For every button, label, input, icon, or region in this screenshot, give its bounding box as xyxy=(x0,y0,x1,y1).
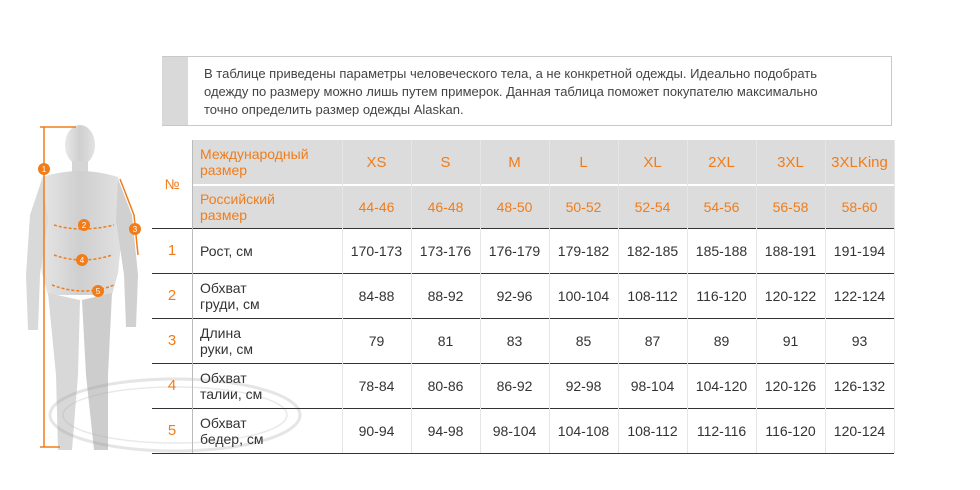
table-cell: 116-120 xyxy=(696,287,747,304)
svg-text:5: 5 xyxy=(95,287,101,296)
table-cell: 116-120 xyxy=(765,422,816,439)
table-cell: 185-188 xyxy=(695,242,748,259)
russian-size-label-line: размер xyxy=(200,207,248,223)
row-label-line: груди, см xyxy=(200,295,260,312)
table-cell: 170-173 xyxy=(350,242,403,259)
table-cell: 176-179 xyxy=(488,242,541,259)
table-row xyxy=(152,228,894,273)
column-divider xyxy=(549,140,550,453)
russian-size-6: 54-56 xyxy=(703,199,740,215)
international-size-xs: XS xyxy=(366,153,387,171)
note-text xyxy=(204,65,883,119)
international-size-label-line: размер xyxy=(200,162,248,178)
row-label xyxy=(192,318,342,363)
table-cell: 90-94 xyxy=(358,422,395,439)
russian-size-1: 44-46 xyxy=(358,199,395,215)
column-divider xyxy=(480,140,481,453)
row-label-line: руки, см xyxy=(200,340,253,357)
table-cell: 104-108 xyxy=(557,422,610,439)
row-label-line: талии, см xyxy=(200,385,263,402)
table-cell: 126-132 xyxy=(833,377,886,394)
marker-3 xyxy=(129,223,141,235)
international-size-2xl: 2XL xyxy=(708,153,735,171)
column-divider xyxy=(342,140,343,453)
row-number: 4 xyxy=(167,377,177,394)
row-number: 1 xyxy=(167,242,177,259)
note-accent-bar xyxy=(162,57,188,125)
russian-size-7: 56-58 xyxy=(772,199,809,215)
note-line: одежду по размеру можно лишь путем примерок. Данная таблица поможет покупателю максимально xyxy=(204,84,818,99)
table-cell: 78-84 xyxy=(358,377,395,394)
table-cell: 85 xyxy=(575,332,592,349)
table-cell: 122-124 xyxy=(833,287,886,304)
marker-1 xyxy=(38,163,50,175)
column-divider xyxy=(618,140,619,453)
russian-size-4: 50-52 xyxy=(565,199,602,215)
table-cell: 120-122 xyxy=(764,287,817,304)
international-size-s: S xyxy=(440,153,451,171)
russian-size-label xyxy=(192,186,342,228)
marker-2 xyxy=(78,219,90,231)
international-size-l: L xyxy=(579,153,588,171)
row-label-line: Обхват xyxy=(200,414,247,431)
table-cell: 179-182 xyxy=(557,242,610,259)
header-row-international xyxy=(192,140,894,184)
svg-text:2: 2 xyxy=(81,221,87,230)
row-label-line: Обхват xyxy=(200,279,247,296)
table-cell: 92-98 xyxy=(565,377,602,394)
russian-size-8: 58-60 xyxy=(841,199,878,215)
row-divider xyxy=(152,453,894,454)
table-cell: 86-92 xyxy=(496,377,533,394)
table-row xyxy=(152,318,894,363)
table-cell: 120-126 xyxy=(764,377,817,394)
row-label xyxy=(192,273,342,318)
russian-size-5: 52-54 xyxy=(634,199,671,215)
table-cell: 98-104 xyxy=(630,377,675,394)
marker-5 xyxy=(92,285,104,297)
table-cell: 188-191 xyxy=(764,242,817,259)
svg-text:4: 4 xyxy=(79,256,85,265)
table-cell: 182-185 xyxy=(626,242,679,259)
note-line: В таблице приведены параметры человеческого тела, а не конкретной одежды. Идеально подобрать xyxy=(204,66,817,81)
table-cell: 81 xyxy=(437,332,454,349)
row-number: 2 xyxy=(167,287,177,304)
row-label-line: бедер, см xyxy=(200,430,264,447)
info-note xyxy=(162,56,892,126)
row-label xyxy=(192,408,342,453)
table-row xyxy=(152,408,894,453)
table-cell: 191-194 xyxy=(833,242,886,259)
marker-4 xyxy=(76,254,88,266)
table-cell: 173-176 xyxy=(419,242,472,259)
table-cell: 83 xyxy=(506,332,523,349)
number-column-divider xyxy=(192,140,193,453)
table-cell: 98-104 xyxy=(492,422,537,439)
russian-size-label-line: Российский xyxy=(200,191,275,207)
svg-text:1: 1 xyxy=(41,165,47,174)
table-cell: 100-104 xyxy=(557,287,610,304)
row-label-line: Рост, см xyxy=(200,242,253,259)
table-cell: 79 xyxy=(368,332,385,349)
table-row xyxy=(152,273,894,318)
row-label-line: Обхват xyxy=(200,369,247,386)
international-size-label xyxy=(192,140,342,184)
row-label-line: Длина xyxy=(200,324,241,341)
svg-text:3: 3 xyxy=(132,225,138,234)
row-label xyxy=(192,363,342,408)
row-label xyxy=(192,228,342,273)
column-divider xyxy=(894,140,895,453)
column-divider xyxy=(756,140,757,453)
international-size-m: M xyxy=(508,153,521,171)
table-cell: 120-124 xyxy=(833,422,886,439)
international-size-label-line: Международный xyxy=(200,146,309,162)
table-cell: 94-98 xyxy=(427,422,464,439)
table-cell: 80-86 xyxy=(427,377,464,394)
table-cell: 89 xyxy=(713,332,730,349)
row-number: 3 xyxy=(167,332,177,349)
table-cell: 92-96 xyxy=(496,287,533,304)
column-divider xyxy=(687,140,688,453)
table-cell: 93 xyxy=(851,332,868,349)
table-cell: 91 xyxy=(782,332,799,349)
column-divider xyxy=(825,140,826,453)
table-cell: 108-112 xyxy=(627,287,678,304)
table-cell: 112-116 xyxy=(696,422,747,439)
note-line: точно определить размер одежды Alaskan. xyxy=(204,102,464,117)
header-row-russian xyxy=(192,186,894,228)
row-number: 5 xyxy=(167,422,177,439)
international-size-3xl: 3XL xyxy=(777,153,804,171)
number-column-header: № xyxy=(164,176,180,192)
russian-size-3: 48-50 xyxy=(496,199,533,215)
column-divider xyxy=(411,140,412,453)
table-cell: 104-120 xyxy=(695,377,748,394)
russian-size-2: 46-48 xyxy=(427,199,464,215)
table-cell: 84-88 xyxy=(358,287,395,304)
table-row xyxy=(152,363,894,408)
table-cell: 108-112 xyxy=(627,422,678,439)
international-size-3xlking: 3XLKing xyxy=(831,153,888,171)
table-cell: 87 xyxy=(644,332,661,349)
table-cell: 88-92 xyxy=(427,287,464,304)
international-size-xl: XL xyxy=(643,153,662,171)
